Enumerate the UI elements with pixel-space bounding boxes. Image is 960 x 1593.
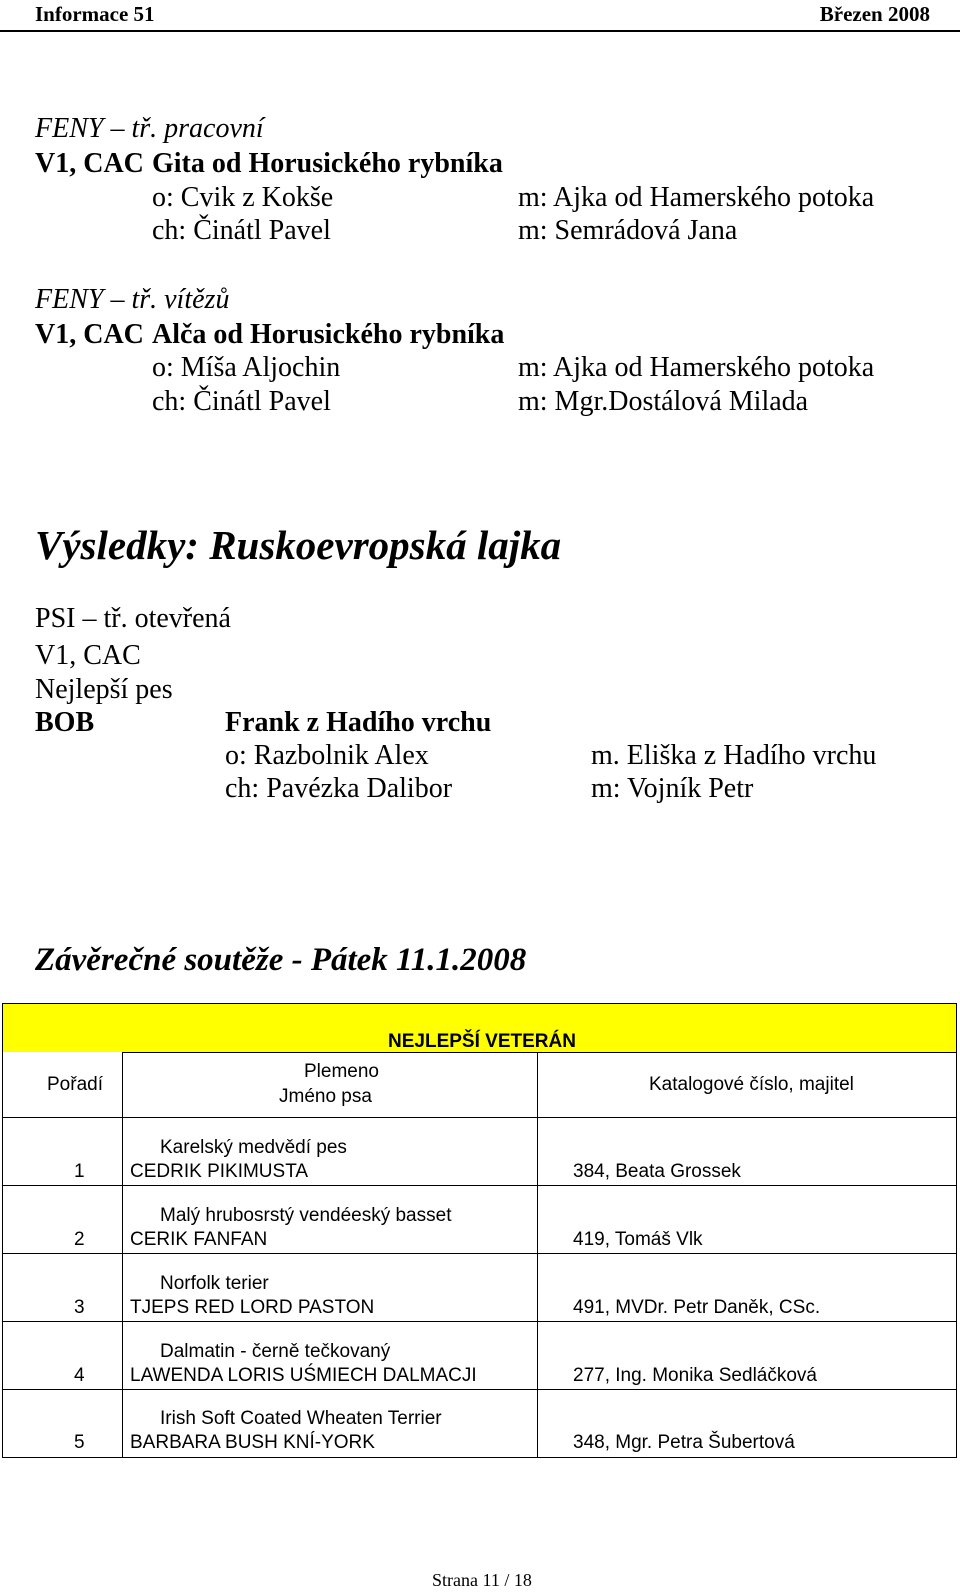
col-header-breed: Plemeno <box>304 1061 379 1082</box>
row-breed: Irish Soft Coated Wheaten Terrier <box>160 1408 442 1429</box>
row-owner: 348, Mgr. Petra Šubertová <box>573 1432 795 1453</box>
breeder-psi-otevrena: ch: Pavézka Dalibor <box>225 773 453 804</box>
col-header-dog-name: Jméno psa <box>279 1086 372 1107</box>
section-title-feny-pracovni: FENY – tř. pracovní <box>35 113 264 144</box>
row-breed: Karelský medvědí pes <box>160 1137 347 1158</box>
col-header-owner: Katalogové číslo, majitel <box>649 1074 854 1095</box>
header-rule <box>0 30 960 32</box>
row-owner: 491, MVDr. Petr Daněk, CSc. <box>573 1297 821 1318</box>
section-title-feny-vitezu: FENY – tř. vítězů <box>35 284 230 315</box>
row-breed: Malý hrubosrstý vendéeský basset <box>160 1205 452 1226</box>
section-title-psi-otevrena: PSI – tř. otevřená <box>35 603 231 634</box>
results-heading: Výsledky: Ruskoevropská lajka <box>35 522 562 568</box>
final-competitions-heading: Závěrečné soutěže - Pátek 11.1.2008 <box>35 942 527 978</box>
row-rank: 4 <box>74 1365 85 1386</box>
row-breed: Norfolk terier <box>160 1273 269 1294</box>
father-psi-otevrena: o: Razbolnik Alex <box>225 740 429 771</box>
row-dog-name: LAWENDA LORIS UŚMIECH DALMACJI <box>130 1365 477 1386</box>
row-owner: 419, Tomáš Vlk <box>573 1229 703 1250</box>
owner-feny-pracovni: m: Semrádová Jana <box>518 215 738 246</box>
col-header-rank: Pořadí <box>47 1074 103 1095</box>
row-dog-name: CEDRIK PIKIMUSTA <box>130 1161 309 1182</box>
owner-feny-vitezu: m: Mgr.Dostálová Milada <box>518 386 809 417</box>
row-dog-name: TJEPS RED LORD PASTON <box>130 1297 375 1318</box>
row-rank: 5 <box>74 1432 85 1453</box>
header-issue: Informace 51 <box>35 2 155 26</box>
mother-psi-otevrena: m. Eliška z Hadího vrchu <box>591 740 877 771</box>
dog-name-feny-pracovni: Gita od Horusického rybníka <box>152 148 503 179</box>
header-date: Březen 2008 <box>819 2 930 26</box>
award-feny-pracovni: V1, CAC <box>35 148 144 179</box>
award-v1-cac: V1, CAC <box>35 640 141 671</box>
row-rank: 2 <box>74 1229 85 1250</box>
breeder-feny-vitezu: ch: Činátl Pavel <box>152 386 331 417</box>
mother-feny-pracovni: m: Ajka od Hamerského potoka <box>518 182 875 213</box>
mother-feny-vitezu: m: Ajka od Hamerského potoka <box>518 352 875 383</box>
row-owner: 277, Ing. Monika Sedláčková <box>573 1365 817 1386</box>
row-breed: Dalmatin - černě tečkovaný <box>160 1341 391 1362</box>
row-rank: 1 <box>74 1161 85 1182</box>
row-dog-name: BARBARA BUSH KNÍ-YORK <box>130 1432 375 1453</box>
row-rank: 3 <box>74 1297 85 1318</box>
award-best-dog: Nejlepší pes <box>35 674 173 705</box>
dog-name-feny-vitezu: Alča od Horusického rybníka <box>152 319 505 350</box>
father-feny-pracovni: o: Cvik z Kokše <box>152 182 334 213</box>
page-number: Strana 11 / 18 <box>432 1570 532 1590</box>
father-feny-vitezu: o: Míša Aljochin <box>152 352 341 383</box>
award-feny-vitezu: V1, CAC <box>35 319 144 350</box>
table-caption: NEJLEPŠÍ VETERÁN <box>388 1031 576 1052</box>
row-dog-name: CERIK FANFAN <box>130 1229 268 1250</box>
award-bob: BOB <box>35 707 95 738</box>
dog-name-psi-otevrena: Frank z Hadího vrchu <box>225 707 492 738</box>
owner-psi-otevrena: m: Vojník Petr <box>591 773 754 804</box>
breeder-feny-pracovni: ch: Činátl Pavel <box>152 215 331 246</box>
row-owner: 384, Beata Grossek <box>573 1161 741 1182</box>
